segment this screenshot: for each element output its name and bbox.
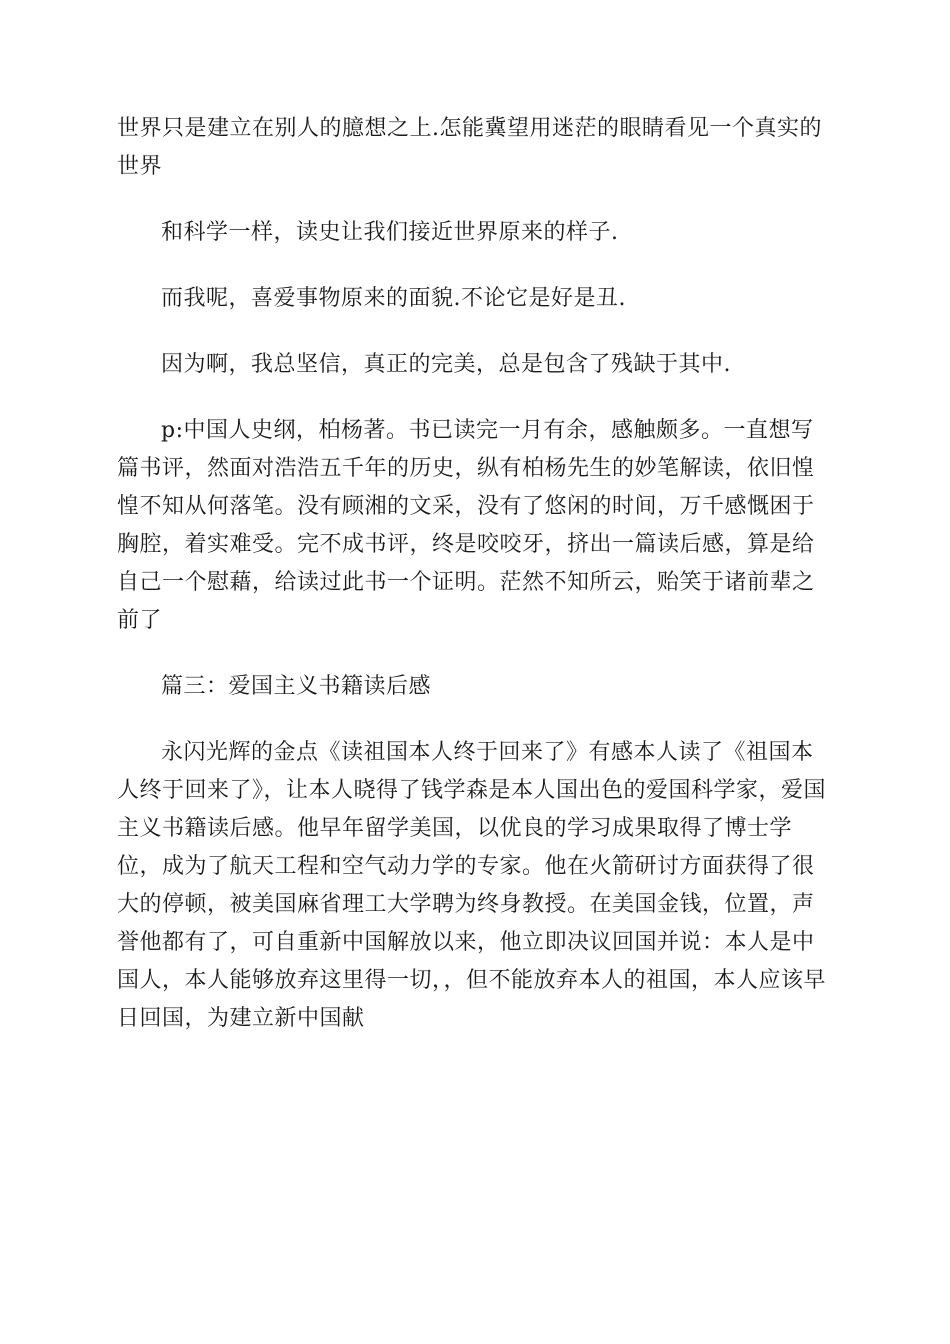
paragraph-2: 和科学一样，读史让我们接近世界原来的样子. bbox=[161, 220, 619, 245]
section-heading: 篇三：爱国主义书籍读后感 bbox=[161, 674, 432, 699]
paragraph-7: 永闪光辉的金点《读祖国本人终于回来了》有感本人读了《祖国本人终于回来了》，让本人晓得了钱学森是本人国出色的爱国科学家，爱国主义书籍读后感。他早年留学美国，以优良的学习成果取得了博士学位，成为了航天工程和空气动力学的专家。他在火箭研讨方面获得了很大的停顿，被美国麻省理工大学聘为终身教授。在美国金钱，位置，声誉他都有了，可自重新中国解放以来，他立即决议回国并说：本人是中国人，本人能够放弃这里得一切，，但不能放弃本人的祖国，本人应该早日回国，为建立新中国献 bbox=[117, 740, 827, 1031]
paragraph-5: p:中国人史纲，柏杨著。书已读完一月有余，感触颇多。一直想写篇书评，然面对浩浩五千年的历史，纵有柏杨先生的妙笔解读，依旧惶惶不知从何落笔。没有顾湘的文采，没有了悠闲的时间，万千感慨困于胸腔，着实难受。完不成书评，终是咬咬牙，挤出一篇读后感，算是给自己一个慰藉，给读过此书一个证明。茫然不知所云，贻笑于诸前辈之前了 bbox=[117, 418, 815, 633]
document-body bbox=[117, 110, 833, 1066]
paragraph-1: 世界只是建立在别人的臆想之上.怎能冀望用迷茫的眼睛看见一个真实的世界 bbox=[117, 116, 822, 179]
paragraph-3: 而我呢，喜爱事物原来的面貌.不论它是好是丑. bbox=[161, 286, 626, 311]
paragraph-4: 因为啊，我总坚信，真正的完美，总是包含了残缺于其中. bbox=[161, 352, 731, 377]
